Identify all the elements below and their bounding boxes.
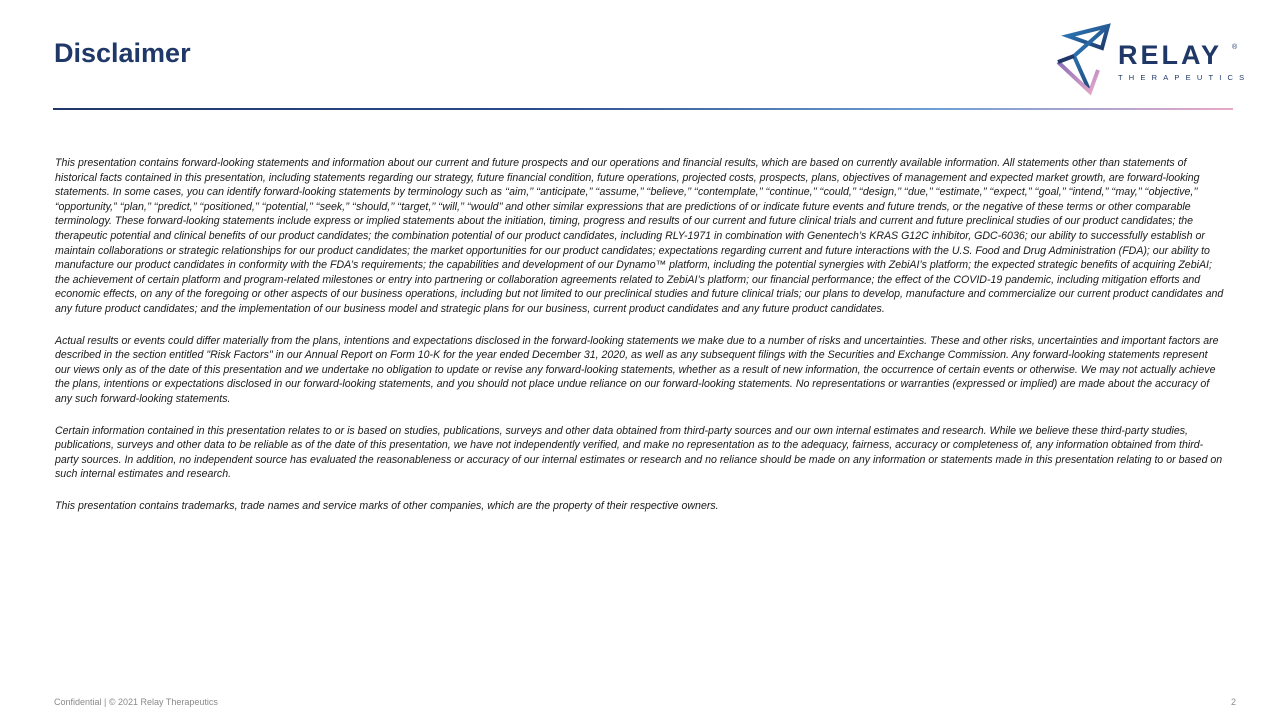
page-number: 2 [1231,697,1237,707]
disclaimer-paragraph: Actual results or events could differ materially from the plans, intentions and expectations disclosed in the forward-looking statements we make due to a number of risks and uncertainties. These and other risks, uncertainties and important factors are described in the section entitled "Risk Factors" in our Annual Report on Form 10-K for the year ended December 31, 2020, as well as any subsequent filings with the Securities and Exchange Commission. Any forward-looking statements represent our views only as of the date of this presentation and we undertake no obligation to update or revise any forward-looking statements, whether as a result of new information, the occurrence of certain events or otherwise. We may not actually achieve the plans, intentions or expectations disclosed in our forward-looking statements, and you should not place undue reliance on our forward-looking statements. No representations or warranties (expressed or implied) are made about the accuracy of any such forward-looking statements. [55,334,1219,405]
disclaimer-paragraph: Certain information contained in this presentation relates to or is based on studies, publications, surveys and other data obtained from third-party sources and our own internal estimates and research. While we believe these third-party studies, publications, surveys and other data to be reliable as of the date of this presentation, we have not independently verified, and make no representation as to the adequacy, fairness, accuracy or completeness of, any information obtained from third-party sources. In addition, no independent source has evaluated the reasonableness or accuracy of our internal estimates or research and no reliance should be made on any information or statements made in this presentation relating to or based on such internal estimates and research. [55,424,1223,481]
logo-subtitle: THERAPEUTICS [1118,73,1251,82]
footer-confidential: Confidential | © 2021 Relay Therapeutics [54,697,218,707]
relay-logo-icon [1052,22,1114,98]
disclaimer-paragraph: This presentation contains forward-looking statements and information about our current and future prospects and our operations and financial results, which are based on currently available information. All statements other than statements of historical facts contained in this presentation, including statements regarding our strategy, future financial condition, future operations, projected costs, prospects, plans, objectives of management and expected market growth, are forward-looking statements. In some cases, you can identify forward-looking statements by terminology such as ‘‘aim,’’ ‘‘anticipate,’’ ‘‘assume,’’ ‘‘believe,’’ ‘‘contemplate,’’ ‘‘continue,’’ ‘‘could,’’ ‘‘design,’’ ‘‘due,’’ ‘‘estimate,’’ ‘‘expect,’’ ‘‘goal,’’ ‘‘intend,’’ ‘‘may,’’ ‘‘objective,’’ “opportunity,” ‘‘plan,’’ ‘‘predict,’’ ‘‘positioned,’’ ‘‘potential,’’ ‘‘seek,’’ ‘‘should,’’ ‘‘target,’’ ‘‘will,’’ ‘‘would’’ and other similar expressions that are predictions of or indicate future events and future trends, or the negative of these terms or other comparable terminology. These forward-looking statements include express or implied statements about the initiation, timing, progress and results of our current and future clinical trials and current and future preclinical studies of our product candidates; the therapeutic potential and clinical benefits of our product candidates; the combination potential of our product candidates, including RLY-1971 in combination with Genentech’s KRAS G12C inhibitor, GDC-6036; our ability to successfully establish or maintain collaborations or strategic relationships for our product candidates; the market opportunities for our product candidates; expectations regarding current and future interactions with the U.S. Food and Drug Administration (FDA); our ability to manufacture our product candidates in conformity with the FDA’s requirements; the capabilities and development of our Dynamo™ platform, including the potential synergies with ZebiAI’s platform; the expected strategic benefits of acquiring ZebiAI; the achievement of certain platform and program-related milestones or entry into partnering or collaboration agreements related to ZebiAI’s platform; our financial performance; the effect of the COVID-19 pandemic, including mitigation efforts and economic effects, on any of the foregoing or other aspects of our business operations, including but not limited to our preclinical studies and future clinical trials; our plans to develop, manufacture and commercialize our current product candidates and any future product candidates; and the implementation of our business model and strategic plans for our business, current product candidates and any future product candidates. [55,157,1224,315]
relay-logo [1052,22,1251,98]
disclaimer-body [55,156,1225,530]
logo-wordmark: RELAY [1118,40,1223,70]
disclaimer-paragraph: This presentation contains trademarks, trade names and service marks of other companies, which are the property of their respective owners. [55,499,719,512]
header-divider [53,108,1233,110]
page-title: Disclaimer [54,38,191,68]
logo-registered-mark: ® [1232,44,1238,51]
